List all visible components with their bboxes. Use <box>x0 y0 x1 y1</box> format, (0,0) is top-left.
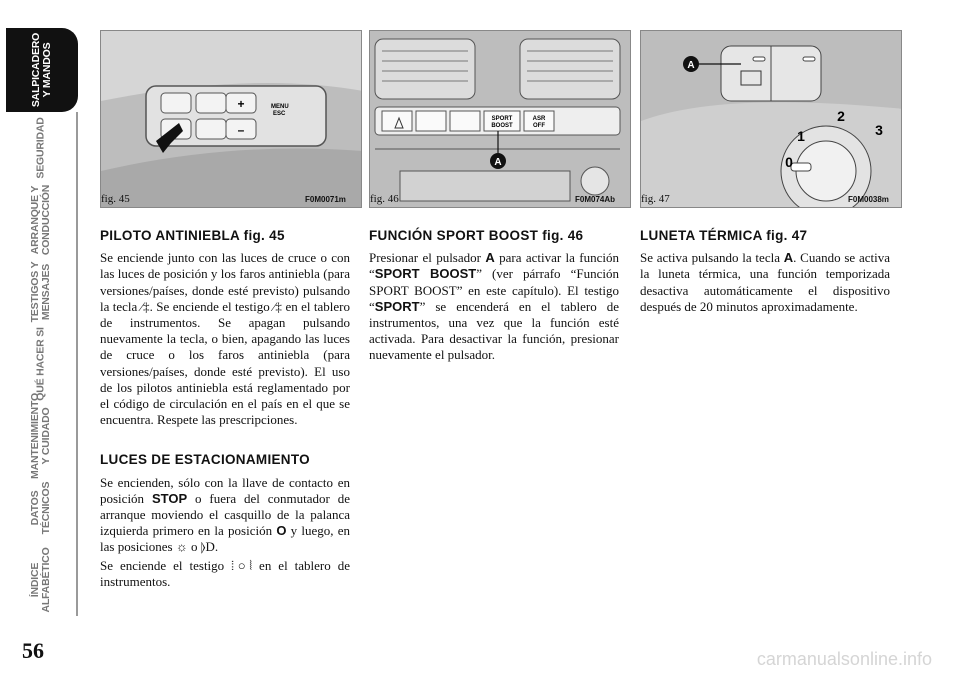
fig46-asr-label: ASR <box>532 116 546 122</box>
figure-47-code: F0M0038m <box>848 195 889 204</box>
heading-sport-boost: FUNCIÓN SPORT BOOST fig. 46 <box>369 228 584 243</box>
fig47-label-3: 3 <box>875 122 883 138</box>
paragraph-luces-estacionamiento: Se encienden, sólo con la llave de contacto en posición STOP o fuera del conmutador de arranque moviendo el casquillo de la palanca izquierda primero en la posición O y luego, en las posiciones ☼ o ⦊D. <box>100 474 351 555</box>
paragraph-sport-boost: Presionar el pulsador A para activar la función “SPORT BOOST” (ver párrafo “Función SPORT BOOST” en este capítulo). El testigo “SPORT” se encenderá en el tablero de instrumentos, una vez que la función esté activada. Para desactivar la función, presionar nuevamente el pulsador. <box>369 250 620 363</box>
fig45-menu-label: MENU <box>271 104 289 110</box>
tab-que-hacer[interactable]: QUÉ HACER SI <box>6 328 78 400</box>
fig47-label-1: 1 <box>797 128 805 144</box>
fig46-boost-label: BOOST <box>491 123 513 129</box>
heading-piloto-antiniebla: PILOTO ANTINIEBLA fig. 45 <box>100 228 285 243</box>
figure-46-image <box>369 30 631 208</box>
figure-47-image <box>640 30 902 208</box>
figure-46-code: F0M074Ab <box>575 195 616 204</box>
tab-salpicadero[interactable]: SALPICADERO Y MANDOS <box>6 28 78 112</box>
figure-45-image <box>100 30 362 208</box>
fig46-a-label: A <box>494 157 502 168</box>
fig45-esc-label: ESC <box>273 111 286 117</box>
column-2 <box>369 228 619 374</box>
paragraph-testigo: Se enciende el testigo ⦙○⦚ en el tablero de instrumentos. <box>100 557 350 589</box>
fig47-a-label: A <box>687 60 695 71</box>
column-3 <box>640 228 890 325</box>
fig45-plus-label: + <box>237 97 245 111</box>
figure-45-caption: fig. 45 <box>101 193 130 205</box>
page-number: 56 <box>22 638 44 663</box>
paragraph-luneta-termica: Se activa pulsando la tecla A. Cuando se activa la luneta térmica, una función temporizada desactiva automáticamente el dispositivo después de 20 minutos aproximadamente. <box>640 250 891 314</box>
tab-datos[interactable]: DATOS TÉCNICOS <box>6 472 78 544</box>
tab-testigos[interactable]: TESTIGOS Y MENSAJES <box>6 256 78 328</box>
tab-indice[interactable]: ÍNDICE ALFABÉTICO <box>6 544 78 616</box>
heading-luneta-termica: LUNETA TÉRMICA fig. 47 <box>640 228 808 243</box>
chapter-tabs <box>6 28 78 616</box>
tab-mantenimiento[interactable]: MANTENIMIENTO Y CUIDADO <box>6 400 78 472</box>
fig47-label-2: 2 <box>837 108 845 124</box>
figure-46-caption: fig. 46 <box>370 193 399 205</box>
figure-45-code: F0M0071m <box>305 195 346 204</box>
fig46-off-label: OFF <box>533 123 545 129</box>
fig46-sport-label: SPORT <box>491 116 513 122</box>
fig45-minus-label: – <box>237 123 245 137</box>
watermark: carmanualsonline.info <box>756 649 932 669</box>
heading-luces-estacionamiento: LUCES DE ESTACIONAMIENTO <box>100 452 310 468</box>
tab-arranque[interactable]: ARRANQUE Y CONDUCCIÓN <box>6 184 78 256</box>
column-1 <box>100 228 350 600</box>
tab-seguridad[interactable]: SEGURIDAD <box>6 112 78 184</box>
paragraph-piloto-antiniebla: Se enciende junto con las luces de cruce o con las luces de posición y los faros antiniebla (para versiones/países, donde esté previsto) pulsando la tecla ⁄‡. Se enciende el testigo ⁄‡ en el tablero de instrumentos. Se apagan pulsando nuevamente la tecla, o bien, apagando las luces de cruce o los faros antiniebla (para versiones/países, donde esté previsto). El uso de los pilotos antiniebla está reglamentado por el código de circulación en el país en el que se encuentra. Respete las prescripciones. <box>100 250 350 428</box>
figure-47-caption: fig. 47 <box>641 193 670 205</box>
fig47-label-0: 0 <box>785 154 793 170</box>
